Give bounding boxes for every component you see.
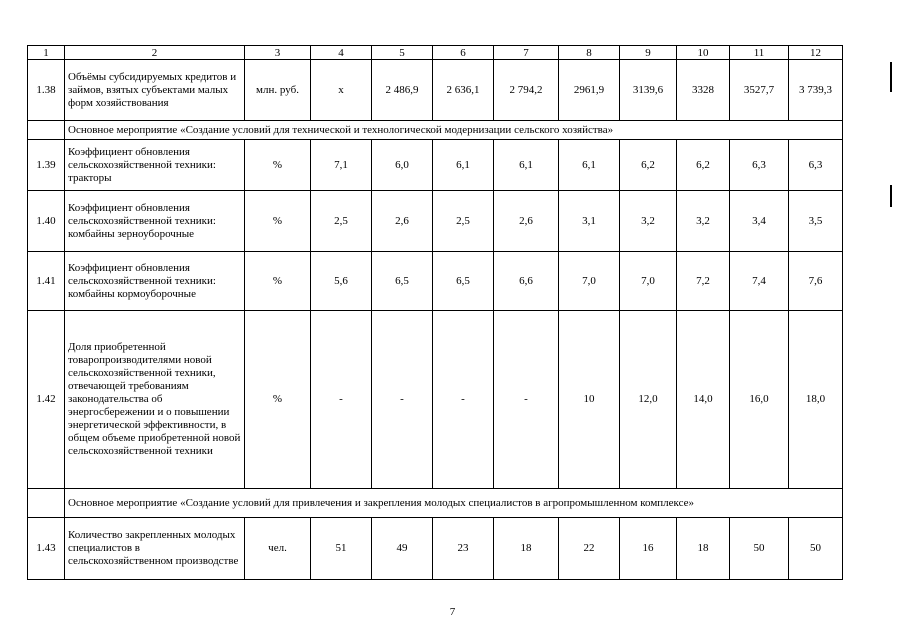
value-cell: 7,0	[620, 252, 677, 311]
value-cell: 23	[433, 518, 494, 580]
section-title: Основное мероприятие «Создание условий для привлечения и закрепления молодых специалистов в агропромышленном комплексе»	[65, 489, 843, 518]
unit-cell: %	[245, 191, 311, 252]
value-cell: 6,5	[433, 252, 494, 311]
value-cell: 3328	[677, 60, 730, 121]
table-row	[28, 140, 843, 191]
value-cell: 14,0	[677, 311, 730, 489]
indicator-name: Доля приобретенной товаропроизводителями новой сельскохозяйственной техники, отвечающей требованиям законодательства об энергосбережении и о повышении энергетической эффективности, в общем объеме приобретенной новой сельскохозяйственной техники	[65, 311, 245, 489]
value-cell: 22	[559, 518, 620, 580]
value-cell: -	[372, 311, 433, 489]
value-cell: 3,1	[559, 191, 620, 252]
value-cell: 3,5	[789, 191, 843, 252]
value-cell: 2,5	[433, 191, 494, 252]
value-cell: 7,4	[730, 252, 789, 311]
unit-cell: чел.	[245, 518, 311, 580]
value-cell: 3,2	[620, 191, 677, 252]
value-cell: 2 636,1	[433, 60, 494, 121]
value-cell: 3139,6	[620, 60, 677, 121]
row-number: 1.43	[28, 518, 65, 580]
table-row	[28, 60, 843, 121]
table-row	[28, 252, 843, 311]
value-cell: 6,0	[372, 140, 433, 191]
column-number: 3	[245, 46, 311, 60]
value-cell: 6,2	[620, 140, 677, 191]
value-cell: 5,6	[311, 252, 372, 311]
unit-cell: %	[245, 252, 311, 311]
row-number: 1.39	[28, 140, 65, 191]
value-cell: 2961,9	[559, 60, 620, 121]
value-cell: 7,2	[677, 252, 730, 311]
table-row	[28, 191, 843, 252]
row-number: 1.42	[28, 311, 65, 489]
value-cell: 6,6	[494, 252, 559, 311]
indicator-name: Коэффициент обновления сельскохозяйственной техники: тракторы	[65, 140, 245, 191]
value-cell: 18	[494, 518, 559, 580]
indicator-name: Количество закрепленных молодых специалистов в сельскохозяйственном производстве	[65, 518, 245, 580]
value-cell: -	[311, 311, 372, 489]
value-cell: 6,2	[677, 140, 730, 191]
value-cell: 49	[372, 518, 433, 580]
value-cell: 3527,7	[730, 60, 789, 121]
value-cell: x	[311, 60, 372, 121]
value-cell: 18,0	[789, 311, 843, 489]
column-number: 5	[372, 46, 433, 60]
column-number: 11	[730, 46, 789, 60]
page-number: 7	[449, 606, 456, 618]
column-number: 6	[433, 46, 494, 60]
value-cell: 7,6	[789, 252, 843, 311]
value-cell: 2,6	[494, 191, 559, 252]
column-number: 7	[494, 46, 559, 60]
value-cell: -	[494, 311, 559, 489]
value-cell: 2,6	[372, 191, 433, 252]
value-cell: 12,0	[620, 311, 677, 489]
row-number: 1.40	[28, 191, 65, 252]
column-number: 2	[65, 46, 245, 60]
value-cell: 7,1	[311, 140, 372, 191]
value-cell: 16	[620, 518, 677, 580]
value-cell: 51	[311, 518, 372, 580]
column-number: 1	[28, 46, 65, 60]
column-number: 9	[620, 46, 677, 60]
value-cell: 2 486,9	[372, 60, 433, 121]
value-cell: 10	[559, 311, 620, 489]
section-row	[28, 121, 843, 140]
value-cell: 7,0	[559, 252, 620, 311]
column-number: 12	[789, 46, 843, 60]
indicator-name: Коэффициент обновления сельскохозяйственной техники: комбайны кормоуборочные	[65, 252, 245, 311]
value-cell: 3 739,3	[789, 60, 843, 121]
value-cell: -	[433, 311, 494, 489]
value-cell: 2,5	[311, 191, 372, 252]
indicator-name: Объёмы субсидируемых кредитов и займов, взятых субъектами малых форм хозяйствования	[65, 60, 245, 121]
table-row	[28, 518, 843, 580]
value-cell: 50	[789, 518, 843, 580]
value-cell: 6,3	[730, 140, 789, 191]
scan-edge-mark	[890, 62, 892, 92]
row-number: 1.38	[28, 60, 65, 121]
row-number: 1.41	[28, 252, 65, 311]
indicators-table	[27, 45, 843, 580]
value-cell: 6,1	[433, 140, 494, 191]
value-cell: 50	[730, 518, 789, 580]
column-number: 4	[311, 46, 372, 60]
indicator-name: Коэффициент обновления сельскохозяйственной техники: комбайны зерноуборочные	[65, 191, 245, 252]
value-cell: 6,1	[494, 140, 559, 191]
value-cell: 6,3	[789, 140, 843, 191]
value-cell: 3,4	[730, 191, 789, 252]
value-cell: 6,1	[559, 140, 620, 191]
unit-cell: %	[245, 311, 311, 489]
scan-edge-mark	[890, 185, 892, 207]
value-cell: 18	[677, 518, 730, 580]
value-cell: 3,2	[677, 191, 730, 252]
header-row	[28, 46, 843, 60]
value-cell: 6,5	[372, 252, 433, 311]
section-title: Основное мероприятие «Создание условий для технической и технологической модернизации сельского хозяйства»	[65, 121, 843, 140]
unit-cell: млн. руб.	[245, 60, 311, 121]
section-row	[28, 489, 843, 518]
value-cell: 16,0	[730, 311, 789, 489]
column-number: 10	[677, 46, 730, 60]
column-number: 8	[559, 46, 620, 60]
unit-cell: %	[245, 140, 311, 191]
table-row	[28, 311, 843, 489]
value-cell: 2 794,2	[494, 60, 559, 121]
